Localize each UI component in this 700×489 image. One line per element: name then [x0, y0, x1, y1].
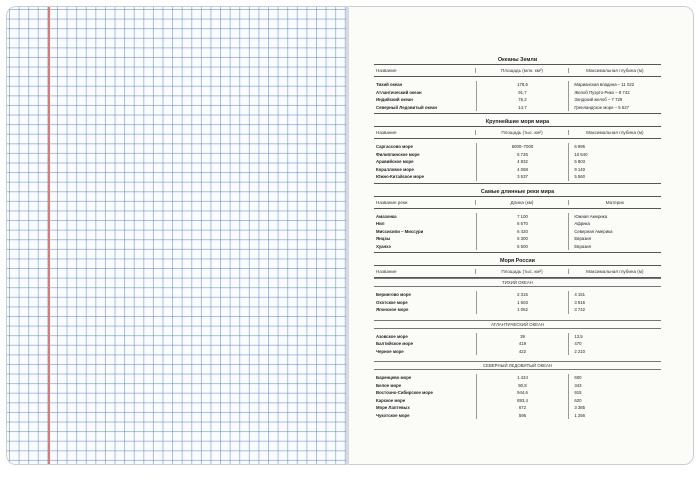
margin-line [48, 7, 50, 464]
row-name: Саргассово море [376, 144, 413, 149]
row-name: Берингово море [376, 292, 411, 297]
table-row [374, 235, 661, 243]
row-value: 90,8 [476, 382, 569, 390]
row-value: 4 832 [476, 158, 569, 166]
table-row [374, 374, 661, 382]
section-title: Крупнейшие моря мира [485, 119, 550, 125]
table-row [374, 397, 661, 405]
row-value: 422 [476, 348, 569, 356]
column-header: Площадь (тыс. км²) [475, 130, 567, 135]
row-detail: 343 [568, 382, 661, 390]
row-name: Баренцево море [376, 375, 412, 380]
column-header: Название [376, 68, 397, 73]
table-row [374, 228, 661, 236]
table-body [374, 77, 661, 113]
row-name: Охотское море [376, 299, 408, 305]
table-row [374, 96, 661, 104]
row-detail: 4 151 [568, 291, 661, 299]
table-row [374, 220, 661, 228]
row-detail: Северная Америка [568, 228, 661, 236]
row-name: Северный Ледовитый океан [376, 104, 437, 110]
rivers-table [374, 188, 661, 258]
row-name: Балтийское море [376, 341, 414, 346]
row-detail: 1 256 [568, 412, 661, 420]
column-header: Площадь (тыс. км²) [475, 269, 567, 274]
row-value: 1 603 [476, 299, 569, 307]
row-name: Черное море [376, 348, 404, 354]
row-detail: Южная Америка [568, 213, 661, 221]
table-header [374, 64, 661, 77]
column-header: Материк [568, 200, 661, 205]
row-name: Миссисипи – Миссури [376, 228, 424, 234]
row-value: 944,6 [476, 389, 569, 397]
row-detail: 10 540 [568, 151, 661, 159]
section-title: Океаны Земли [497, 57, 538, 63]
table-row [374, 340, 661, 348]
row-name: Море Лаптевых [376, 405, 410, 410]
row-detail: Евразия [568, 243, 661, 251]
row-value: 178,6 [476, 81, 569, 89]
row-detail: 13,5 [568, 333, 661, 341]
row-detail: 3 385 [568, 404, 661, 412]
row-value: 7 100 [476, 213, 569, 221]
table-body [374, 139, 661, 183]
row-detail: 3 916 [568, 299, 661, 307]
column-header: Максимальная глубина (м) [568, 68, 661, 73]
row-detail: 3 742 [568, 306, 661, 314]
row-name: Японское море [376, 307, 409, 312]
row-value: 6000–7000 [476, 143, 569, 151]
row-value: 6 420 [476, 228, 569, 236]
row-value: 3 537 [476, 173, 569, 181]
table-row [374, 151, 661, 159]
row-name: Восточно-Сибирское море [376, 390, 433, 395]
grid-page [6, 6, 346, 465]
column-header: Площадь (млн. км²) [475, 68, 567, 73]
row-detail: 5 803 [568, 158, 661, 166]
table-body [374, 329, 661, 358]
table-row [374, 291, 661, 299]
table-body [374, 287, 661, 316]
row-name: Белое море [376, 382, 402, 388]
row-detail: Желоб Пуэрто-Рико – 8 742 [568, 89, 661, 97]
table-body [374, 370, 661, 421]
column-header: Максимальная глубина (м) [568, 130, 661, 135]
row-value: 5 500 [476, 243, 569, 251]
row-value: 672 [476, 404, 569, 412]
reference-tables [374, 56, 661, 421]
table-row [374, 404, 661, 412]
row-name: Амазонка [376, 213, 397, 219]
table-row [374, 213, 661, 221]
row-value: 14,7 [476, 104, 569, 112]
row-value: 419 [476, 340, 569, 348]
row-value: 595 [476, 412, 569, 420]
row-detail: 2 210 [568, 348, 661, 356]
row-name: Тихий океан [376, 82, 403, 87]
row-value: 893,4 [476, 397, 569, 405]
row-name: Чукотское море [376, 412, 410, 418]
row-detail: 6 995 [568, 143, 661, 151]
row-value: 2 315 [476, 291, 569, 299]
row-value: 5 726 [476, 151, 569, 159]
row-name: Янцзы [376, 236, 391, 241]
row-name: Коралловое море [376, 166, 414, 172]
column-header: Название [376, 130, 397, 135]
oceans-table [374, 56, 661, 118]
table-row [374, 348, 661, 356]
row-name: Хуанхэ [376, 243, 391, 249]
row-value: 91,7 [476, 89, 569, 97]
table-row [374, 173, 661, 181]
table-row [374, 89, 661, 97]
row-value: 6 300 [476, 235, 569, 243]
table-row [374, 389, 661, 397]
row-detail: Гренландское море – 5 527 [568, 104, 661, 112]
row-name: Индийский океан [376, 97, 413, 102]
table-header [374, 196, 661, 209]
row-detail: Евразия [568, 235, 661, 243]
row-detail: Марианская впадина – 11 022 [568, 81, 661, 89]
table-row [374, 81, 661, 89]
row-name: Атлантический океан [376, 89, 422, 95]
row-detail: 600 [568, 374, 661, 382]
row-name: Аравийское море [376, 159, 414, 164]
table-header [374, 126, 661, 139]
table-row [374, 243, 661, 251]
row-detail: 470 [568, 340, 661, 348]
table-header [374, 265, 661, 278]
row-value: 76,2 [476, 96, 569, 104]
row-name: Азовское море [376, 333, 408, 339]
table-row [374, 143, 661, 151]
column-header: Длина (км) [475, 200, 567, 205]
row-value: 4 068 [476, 166, 569, 174]
table-row [374, 104, 661, 112]
row-value: 1 062 [476, 306, 569, 314]
row-detail: 915 [568, 389, 661, 397]
ocean-subheading: АТЛАНТИЧЕСКИЙ ОКЕАН [374, 320, 661, 329]
reference-page [349, 6, 694, 465]
russia-seas-table [374, 257, 661, 421]
row-value: 1 424 [476, 374, 569, 382]
section-title: Самые длинные реки мира [480, 188, 555, 195]
row-name: Филиппинское море [376, 151, 420, 157]
row-detail: Африка [568, 220, 661, 228]
column-header: Название [376, 269, 397, 274]
row-name: Южно-Китайское море [376, 174, 425, 179]
table-row [374, 166, 661, 174]
table-row [374, 306, 661, 314]
ocean-subheading: ТИХИЙ ОКЕАН [374, 278, 661, 287]
row-name: Нил [376, 221, 385, 226]
row-value: 6 670 [476, 220, 569, 228]
row-name: Карское море [376, 397, 406, 403]
table-row [374, 333, 661, 341]
row-value: 39 [476, 333, 569, 341]
notebook-spread [6, 6, 694, 465]
table-body [374, 209, 661, 253]
table-row [374, 158, 661, 166]
ocean-subheading: СЕВЕРНЫЙ ЛЕДОВИТЫЙ ОКЕАН [374, 361, 661, 370]
table-row [374, 299, 661, 307]
row-detail: 9 140 [568, 166, 661, 174]
row-detail: 5 560 [568, 173, 661, 181]
row-detail: Зондский желоб – 7 729 [568, 96, 661, 104]
column-header: Максимальная глубина (м) [568, 269, 661, 274]
row-detail: 620 [568, 397, 661, 405]
section-title: Моря России [500, 258, 535, 264]
table-row [374, 412, 661, 420]
column-header: Название реки [376, 199, 408, 205]
table-row [374, 382, 661, 390]
seas-table [374, 118, 661, 188]
